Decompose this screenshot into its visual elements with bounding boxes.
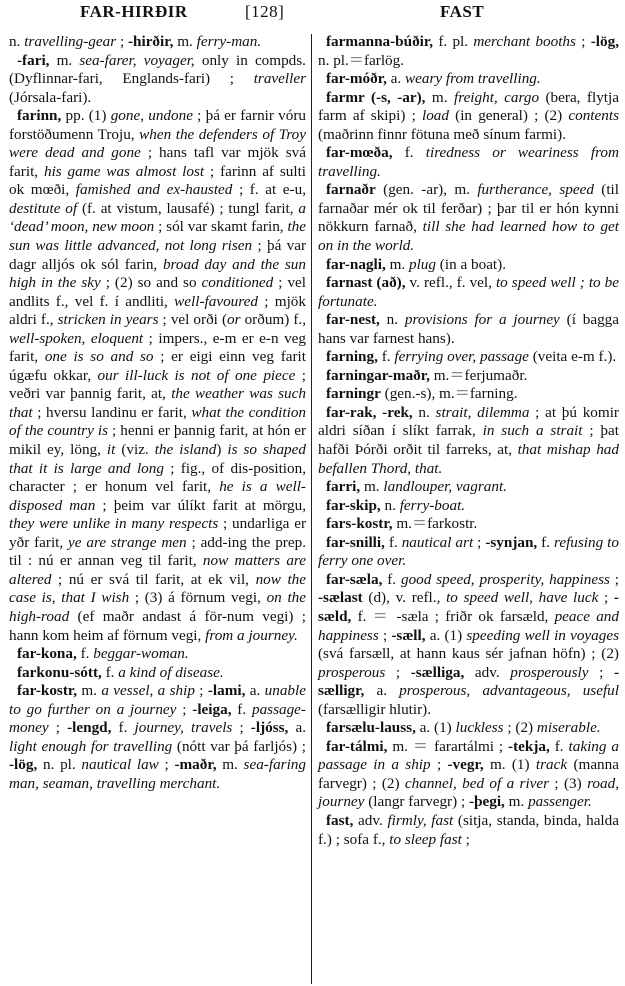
dictionary-entry [9,682,306,793]
entry-headword: farsælu-lauss, [326,719,416,737]
entry-gloss: or [227,311,241,329]
entry-gloss: furtherance, speed [477,181,594,199]
entry-text: (svá farsæll, at hann kaus sér jafnan höfn) ; (2) [318,645,619,663]
entry-text: ; (2) so and so [100,274,202,292]
entry-gloss: nautical art [401,533,474,551]
entry-text: ; [385,663,411,681]
entry-gloss: landlouper, vagrant. [383,478,507,496]
entry-text: ; [575,33,591,50]
entry-headword: far-nagli, [326,255,386,273]
entry-text: ; [158,756,175,774]
running-head [0,0,625,28]
entry-gloss: prosperously [510,663,589,681]
entry-headword: farmr (-s, -ar), [326,88,426,106]
dictionary-entry [318,385,619,404]
entry-text: m. ＝ farartálmi ; [387,737,509,755]
entry-text: ; [116,33,128,50]
entry-text: (bera, flytja farm af skipi) ; [318,88,619,125]
entry-gloss: a kind of disease. [118,663,224,681]
entry-text: ; [378,626,392,644]
entry-headword: far-kostr, [17,682,78,700]
entry-text: ; at þú komir aldri síðan í slíkt farrak, [318,403,619,440]
entry-headword: -sæll, [391,626,426,644]
entry-text: a. [386,70,406,88]
entry-text: (í bagga hans var farnest hans). [318,311,620,347]
entry-gloss: weary from travelling. [405,70,541,88]
dictionary-entry [318,144,619,181]
entry-headword: -þegi, [468,793,505,811]
entry-text: ; mjök aldri f., [9,292,306,329]
entry-gloss: his game was almost lost [43,162,205,180]
entry-text: m. (1) [483,756,536,774]
entry-text: ; [609,570,619,588]
dictionary-entry [318,812,619,849]
entry-text: ; [430,756,448,774]
dictionary-entry [318,33,619,70]
entry-text: n. [9,33,25,50]
entry-gloss: firmly, fast [387,811,454,829]
column-divider [311,34,312,984]
entry-text: ; þat hafði Þórði orðit til farreks, at, [318,422,619,459]
dictionary-entry [318,311,619,348]
entry-text: ; vel andlits f., vel f. í andliti, [9,274,307,310]
entry-text: f. [382,570,401,588]
entry-headword: -leiga, [192,700,232,718]
dictionary-entry [9,664,306,683]
entry-gloss: that mishap had befallen Thord, that. [318,441,619,477]
dictionary-entry [9,107,306,645]
entry-headword: -lög, [9,756,38,774]
dictionary-entry [318,719,619,738]
right-column [318,33,619,849]
entry-text: n. [412,403,436,421]
entry-text: ; hversu landinu er farit, [32,403,192,421]
entry-gloss: well-favoured [174,292,258,310]
entry-text: m. [360,478,384,496]
entry-gloss: famished and ex-hausted [75,181,233,199]
entry-gloss: from a journey. [205,626,298,644]
entry-gloss: broad day and the sun high in the sky [9,255,306,292]
dictionary-entry [318,256,619,275]
entry-text: (veita e-m f.). [528,348,617,366]
entry-gloss: sea-farer, voyager, [79,51,195,69]
entry-text: ; henni er þannig farit, at hón er mikil ey, löng, [9,422,307,459]
entry-gloss: good speed, prosperity, happiness [400,570,610,588]
dictionary-entry [318,515,619,534]
entry-headword: farningr [326,385,381,403]
entry-headword: farnast (að), [326,274,406,292]
entry-gloss: to sleep fast [389,830,462,848]
entry-text: f. pl. [433,33,474,50]
dictionary-entry [318,70,619,89]
entry-text: ; veðri var þannig farit, at, [9,366,306,403]
entry-text: ; fig., of dis-position, character ; er honum vel farit, [9,459,306,496]
dictionary-entry [9,52,306,108]
entry-text: m. [425,88,454,106]
entry-text: ; [194,682,208,700]
entry-text: (gen.-s), m.＝farning. [380,385,518,403]
entry-gloss: to speed well, have luck [446,589,599,607]
entry-headword: farnaðr [326,181,376,199]
entry-gloss: miserable. [536,719,601,737]
entry-gloss: the sun was little advanced, not long risen [9,218,306,255]
entry-gloss: to speed well ; to be fortunate. [318,274,619,310]
entry-gloss: on the high-road [9,589,306,625]
entry-gloss: nautical law [81,756,159,774]
entry-text: m. [49,51,80,69]
entry-text: ; [232,719,251,737]
entry-gloss: peace and happiness [318,607,619,644]
entry-gloss: eloquent [90,329,144,347]
entry-gloss: a vessel, a ship [101,682,195,700]
entry-gloss: tiredness or weariness from travelling. [318,144,619,180]
entry-headword: -hirðir, [127,33,174,50]
entry-text: (Jórsala-fari). [9,88,92,106]
entry-text: m. [216,756,244,774]
entry-gloss: provisions for a journey [404,311,560,329]
entry-gloss: contents [568,107,619,125]
entry-text: ; sól var skamt farin, [154,218,288,236]
running-head-first-word: FAR-HIRÐIR [80,2,188,21]
entry-headword: far-móðr, [326,70,387,88]
entry-text: n. pl.＝farlög. [318,51,405,69]
entry-headword: -ljóss, [250,719,289,737]
entry-headword: -sælliga, [410,663,465,681]
entry-text: f. [231,700,252,718]
entry-text: ; þeim var úlíkt farit at mörgu, [95,496,306,514]
entry-text: n. [380,496,400,514]
entry-text: (viz. [115,441,155,459]
entry-gloss: they were unlike in many respects [9,515,219,533]
entry-text: ; nú er svá til farit, at ek vil, [51,570,256,588]
entry-headword: -sælast [318,589,363,607]
entry-gloss: passage-money [9,700,306,737]
entry-headword: farinn, [17,107,62,125]
entry-text: ; vel orði ( [158,311,228,329]
entry-headword: far-skip, [326,496,381,514]
entry-gloss: it [106,441,116,459]
entry-text: ; [598,589,614,607]
dictionary-entry [318,478,619,497]
entry-text: adv. [353,811,388,829]
entry-headword: -maðr, [174,756,217,774]
entry-gloss: well-spoken [9,329,82,347]
entry-gloss: road, journey [318,774,619,811]
entry-text: (farsælligir hlutir). [318,700,432,718]
entry-text: ; (3) á förnum vegi, [129,589,267,607]
entry-text: f. [101,663,119,681]
entry-gloss: luckless [455,719,504,737]
entry-gloss: light enough for travelling [9,737,173,755]
entry-headword: -lengd, [67,719,112,737]
entry-gloss: channel, bed of a river [404,774,550,792]
entry-text: ; [473,533,486,551]
entry-text: (maðrinn finnr fötuna með sínum farmi). [318,125,566,143]
entry-text: f. [111,719,135,737]
entry-gloss: ferrying over, passage [394,348,529,366]
entry-text: f. ＝ -sæla ; friðr ok farsæld, [351,607,555,625]
dictionary-entry [318,404,619,478]
entry-gloss: one is so and so [44,348,154,366]
entry-text: f. [377,348,395,366]
entry-headword: far-mœða, [326,144,393,162]
entry-headword: -sælligr, [318,663,619,700]
entry-text: (til farnaðar mér ok til ferðar) ; þar til er hón kynni nökkurn farnað, [318,181,619,236]
entry-headword: fast, [326,811,354,829]
entry-text: ; add-ing the prep. til : nú er annan veg til farit, [9,533,307,570]
entry-gloss: speeding well in voyages [466,626,620,644]
entry-text: f. [537,533,554,551]
entry-text: a. [245,682,265,700]
entry-text: ; impers., e-m er e-n veg farit, [9,329,306,366]
entry-text: m. [77,682,102,700]
left-column [9,33,306,793]
entry-text: f. [76,645,94,663]
entry-text: a. (1) [425,626,467,644]
entry-headword: farkonu-sótt, [17,663,102,681]
dictionary-entry [9,645,306,664]
dictionary-entry [318,348,619,367]
dictionary-entry [318,89,619,145]
entry-text: (gen. -ar), m. [375,181,478,199]
dictionary-entry [318,534,619,571]
entry-text: ; [588,663,614,681]
entry-text: ; þá er farnir vóru forstöðumenn Troju, [9,107,307,143]
entry-headword: far-sæla, [326,570,383,588]
entry-gloss: load [421,107,449,125]
entry-gloss: the island [154,441,217,459]
entry-gloss: ye are strange men [68,533,187,551]
entry-gloss: now the case is, that I wish [9,570,307,607]
entry-gloss: ferry-man. [196,33,262,50]
entry-gloss: a ‘dead’ moon, new moon [9,199,306,236]
entry-text: adv. [464,663,511,681]
entry-gloss: prosperous, advantageous, useful [399,682,619,700]
entry-text: ; farinn af sulti ok mœði, [9,162,307,199]
entry-gloss: plug [408,255,436,273]
entry-text: m.＝ferjumaðr. [429,366,528,384]
entry-text: m.＝farkostr. [392,515,478,533]
entry-gloss: unable to go further on a journey [9,682,306,718]
entry-gloss: the weather was such that [9,385,306,421]
entry-gloss: till she had learned how to get on in the world. [318,218,619,255]
entry-text: ; er eigi einn veg farit úgæfu okkar, [9,348,306,384]
entry-headword: fars-kostr, [326,515,393,533]
entry-gloss: track [535,756,568,774]
entry-text: ; [48,719,68,737]
entry-text: (langr farvegr) ; [364,793,469,811]
entry-text: ; hans tafl var mjök svá farit, [9,144,306,180]
entry-text: (ef maðr andast á för-num vegi) ; hann kom heim af förnum vegi, [9,607,306,644]
entry-headword: -tekja, [508,737,550,755]
entry-text: orðum) f., [240,311,306,329]
entry-gloss: gone, undone [110,107,193,125]
entry-headword: farri, [326,478,361,496]
entry-headword: -sæld, [318,589,619,625]
dictionary-entry [318,738,619,812]
dictionary-entry [318,571,619,719]
entry-gloss: in such a strait [482,422,583,440]
entry-text: ; undarliga er yðr farit, [9,515,307,551]
entry-gloss: when the defenders of Troy were dead and gone [9,125,306,162]
entry-text: a. (1) [415,719,456,737]
entry-headword: farning, [326,348,378,366]
entry-text: n. pl. [37,756,82,774]
entry-gloss: refusing to ferry one over. [318,533,619,570]
entry-text: (nótt var þá farljós) ; [172,737,306,755]
entry-headword: -fari, [17,51,50,69]
entry-headword: far-tálmi, [326,737,388,755]
entry-headword: -lög, [590,33,619,50]
page-number: [128] [245,2,285,21]
entry-text: (f. at vistum, lausafé) ; tungl farit, [77,199,299,217]
entry-text: , [81,329,91,347]
entry-text: ) [216,441,228,459]
entry-text: v. refl., f. vel, [405,274,496,292]
entry-text: ; [176,700,193,718]
entry-text: (in a boat). [436,255,507,273]
entry-gloss: merchant booths [473,33,576,50]
entry-headword: farmanna-búðir, [326,33,434,50]
entry-text: (manna farvegr) ; (2) [318,756,619,792]
entry-text: (in general) ; (2) [448,107,569,125]
running-head-last-word: FAST [440,2,485,21]
entry-gloss: freight, cargo [454,88,540,106]
entry-gloss: travelling-gear [24,33,117,50]
entry-text: m. [385,255,409,273]
entry-text: only in compds. (Dyflinnar-fari, Englands-fari) ; [9,51,306,88]
dictionary-entry [318,367,619,386]
entry-text: a. [288,719,306,737]
entry-gloss: traveller [253,70,306,88]
entry-headword: -vegr, [447,756,484,774]
entry-text: ; (2) [503,719,537,737]
entry-gloss: is so shaped that it is large and long [9,441,306,477]
entry-headword: far-nest, [326,311,380,329]
entry-text: a. [364,682,400,700]
entry-gloss: taking a passage in a ship [318,737,619,774]
entry-headword: far-snilli, [326,533,385,551]
entry-gloss: stricken in years [57,311,159,329]
entry-headword: far-kona, [17,645,77,663]
entry-gloss: conditioned [201,274,274,292]
entry-gloss: strait, dilemma [435,403,530,421]
dictionary-entry [318,497,619,516]
entry-text: n. [379,311,405,329]
entry-text: m. [504,793,529,811]
entry-headword: -lami, [207,682,246,700]
entry-gloss: sea-faring man, seaman, travelling merchant. [9,756,306,792]
entry-text: ; þá var dagr alljós ok sól farin, [9,237,307,273]
entry-headword: far-rak, -rek, [326,403,413,421]
entry-gloss: destitute of [9,199,78,217]
entry-text: (sitja, standa, binda, halda f.) ; sofa f., [318,811,619,848]
entry-gloss: journey, travels [134,719,233,737]
entry-text: f. [549,737,569,755]
entry-text: ; [461,830,470,848]
entry-gloss: beggar-woman. [93,645,189,663]
entry-text: m. [173,33,197,50]
entry-gloss: our ill-luck is not of one piece [97,366,296,384]
entry-text: f. [392,144,426,162]
dictionary-entry [318,274,619,311]
entry-text: ; f. at e-u, [232,181,306,199]
entry-headword: farningar-maðr, [326,366,430,384]
entry-gloss: prosperous [318,663,386,681]
entry-gloss: ferry-boat. [399,496,466,514]
dictionary-entry [318,181,619,255]
dictionary-entry [9,33,306,52]
entry-text: pp. (1) [61,107,111,125]
entry-gloss: now matters are altered [9,552,307,588]
entry-text: f. [384,533,402,551]
entry-gloss: he is a well-disposed man [9,478,306,514]
entry-text: ; (3) [549,774,588,792]
entry-headword: -synjan, [485,533,538,551]
entry-gloss: what the condition of the country is [9,403,307,440]
entry-gloss: passenger. [528,793,592,811]
entry-text: (d), v. refl., [362,589,447,607]
